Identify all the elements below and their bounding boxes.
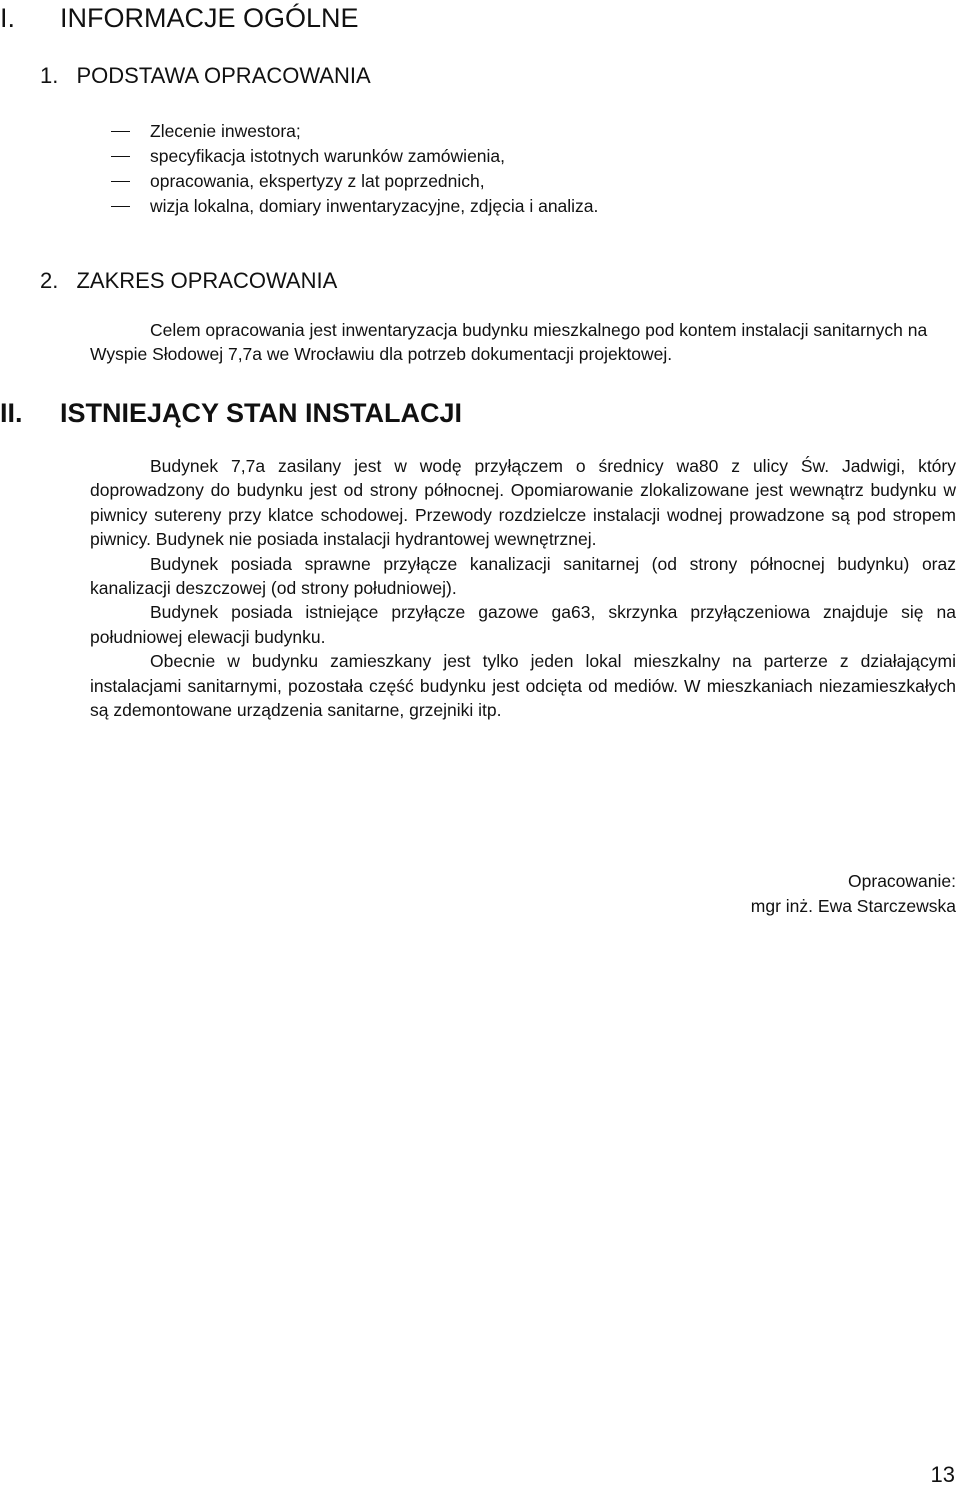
section-title: INFORMACJE OGÓLNE	[60, 3, 359, 33]
section-title: ISTNIEJĄCY STAN INSTALACJI	[60, 398, 463, 428]
dash-bullet-icon	[111, 156, 130, 157]
dash-bullet-icon	[111, 131, 130, 132]
dash-bullet-icon	[111, 206, 130, 207]
state-paragraphs	[90, 454, 956, 722]
subsection-number: 1.	[40, 63, 59, 88]
scope-paragraph: Celem opracowania jest inwentaryzacja budynku mieszkalnego pod kontem instalacji sanitarnych na Wyspie Słodowej 7,7a we Wrocławiu dla potrzeb dokumentacji projektowej.	[90, 320, 928, 365]
paragraph: Budynek 7,7a zasilany jest w wodę przyłączem o średnicy wa80 z ulicy Św. Jadwigi, który doprowadzony do budynku jest od strony północnej. Opomiarowanie zlokalizowane jest wewnątrz budynku w piwnicy sutereny przy klatce schodowej. Przewody rozdzielcze instalacji wodnej prowadzone są pod stropem piwnicy. Budynek nie posiada instalacji hydrantowej wewnętrznej.	[90, 456, 956, 550]
section-number: I.	[0, 3, 16, 33]
subsection-heading-2	[40, 267, 337, 295]
subsection-number: 2.	[40, 268, 59, 293]
paragraph: Budynek posiada sprawne przyłącze kanalizacji sanitarnej (od strony północnej budynku) oraz kanalizacji deszczowej (od strony południowej).	[90, 553, 956, 599]
dash-bullet-icon	[111, 181, 130, 182]
subsection-title: ZAKRES OPRACOWANIA	[76, 268, 338, 293]
signature-author: mgr inż. Ewa Starczewska	[750, 896, 956, 916]
subsection-heading-1	[40, 62, 371, 90]
subsection-title: PODSTAWA OPRACOWANIA	[76, 63, 371, 88]
paragraph: Obecnie w budynku zamieszkany jest tylko jeden lokal mieszkalny na parterze z działającymi instalacjami sanitarnymi, pozostała część budynku jest odcięta od mediów. W mieszkaniach niezamieszkałych są zdemontowane urządzenia sanitarne, grzejniki itp.	[90, 651, 956, 721]
page-number: 13	[930, 1462, 955, 1487]
paragraph: Budynek posiada istniejące przyłącze gazowe ga63, skrzynka przyłączeniowa znajduje się na południowej elewacji budynku.	[90, 602, 956, 647]
section-number: II.	[0, 398, 23, 428]
signature-label: Opracowanie:	[848, 871, 956, 891]
